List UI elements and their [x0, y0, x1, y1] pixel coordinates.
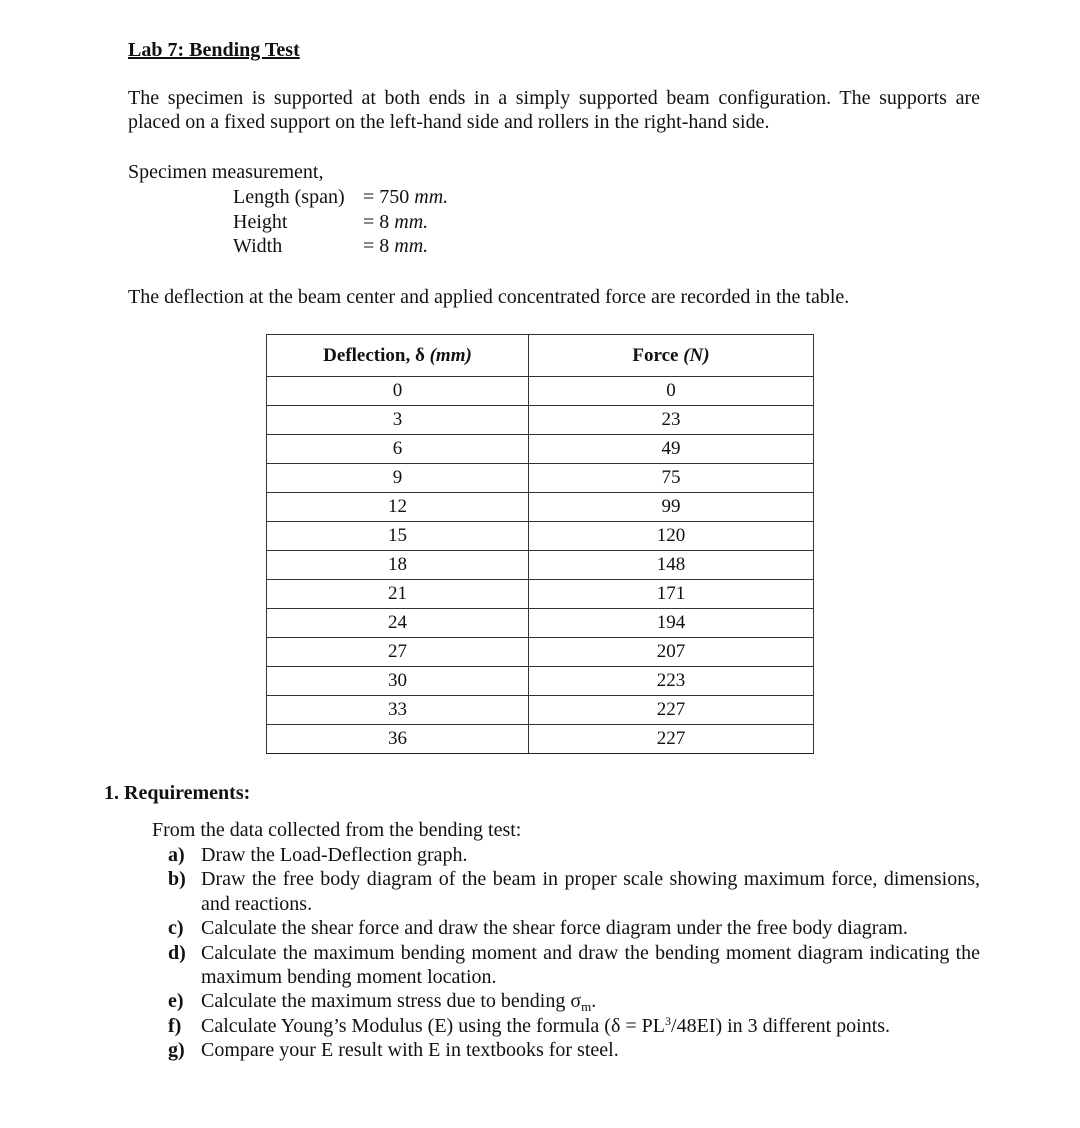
list-item: [168, 1038, 980, 1062]
table-row: [267, 609, 814, 638]
table-row: [267, 696, 814, 725]
list-item: [168, 843, 980, 867]
deflection-cell: 3: [267, 406, 529, 435]
force-cell: 227: [529, 696, 814, 725]
spec-row-height: [233, 210, 428, 234]
spec-unit: mm.: [394, 211, 429, 233]
spec-value: [363, 210, 428, 234]
spec-eq: = 8: [363, 211, 390, 233]
list-item: [168, 867, 980, 916]
item-letter: f): [168, 1014, 182, 1037]
item-letter: b): [168, 868, 186, 891]
spec-label: Height: [233, 211, 288, 233]
list-item: [168, 941, 980, 990]
table-row: [267, 493, 814, 522]
force-cell: 99: [529, 493, 814, 522]
force-cell: 148: [529, 551, 814, 580]
specimen-heading: Specimen measurement,: [128, 161, 324, 183]
table-row: [267, 406, 814, 435]
deflection-cell: 0: [267, 377, 529, 406]
deflection-cell: 36: [267, 725, 529, 754]
item-text: Draw the Load-Deflection graph.: [201, 844, 468, 866]
spec-label: Length (span): [233, 186, 345, 208]
item-letter: g): [168, 1039, 185, 1062]
list-item: [168, 1014, 980, 1038]
spec-label: Width: [233, 235, 283, 257]
table-row: [267, 377, 814, 406]
list-item: [168, 916, 980, 940]
requirements-intro: From the data collected from the bending test:: [152, 819, 522, 841]
superscript: 3: [665, 1013, 672, 1028]
table-row: [267, 667, 814, 696]
lab-title: Lab 7: Bending Test: [128, 39, 300, 61]
requirements-list: [168, 843, 980, 1063]
force-cell: 49: [529, 435, 814, 464]
requirements-heading: 1. Requirements:: [104, 782, 251, 804]
deflection-cell: 24: [267, 609, 529, 638]
force-cell: 23: [529, 406, 814, 435]
item-text: [201, 989, 980, 1013]
deflection-cell: 30: [267, 667, 529, 696]
deflection-cell: 12: [267, 493, 529, 522]
item-letter: c): [168, 917, 184, 940]
header-force: [529, 335, 814, 377]
deflection-cell: 33: [267, 696, 529, 725]
spec-row-width: [233, 234, 428, 258]
force-cell: 0: [529, 377, 814, 406]
table-caption: The deflection at the beam center and applied concentrated force are recorded in the table.: [128, 286, 850, 308]
item-text-pre: Calculate Young’s Modulus (E) using the formula (δ = PL: [201, 1014, 666, 1037]
spec-unit: mm.: [414, 186, 449, 208]
header-unit: (mm): [429, 344, 472, 366]
item-text: Calculate the maximum bending moment and draw the bending moment diagram indicating the maximum bending moment location.: [201, 941, 980, 988]
spec-value: [363, 185, 448, 209]
subscript: m: [581, 999, 592, 1015]
item-letter: e): [168, 990, 184, 1013]
item-letter: a): [168, 844, 185, 866]
force-cell: 75: [529, 464, 814, 493]
force-cell: 207: [529, 638, 814, 667]
spec-eq: = 8: [363, 235, 390, 257]
item-letter: d): [168, 941, 186, 964]
item-text-post: .: [591, 990, 597, 1013]
spec-value: [363, 234, 428, 258]
deflection-cell: 6: [267, 435, 529, 464]
deflection-cell: 15: [267, 522, 529, 551]
spec-unit: mm.: [394, 235, 429, 257]
force-cell: 171: [529, 580, 814, 609]
item-text: [201, 1014, 980, 1038]
table-row: [267, 522, 814, 551]
header-label: Deflection, δ: [323, 344, 425, 366]
spec-row-length: [233, 185, 448, 209]
deflection-force-table: [266, 334, 814, 754]
deflection-cell: 27: [267, 638, 529, 667]
item-text: Compare your E result with E in textbooks for steel.: [201, 1039, 619, 1062]
item-text-pre: Calculate the maximum stress due to bending σ: [201, 990, 582, 1013]
deflection-cell: 21: [267, 580, 529, 609]
table-row: [267, 580, 814, 609]
item-text: Calculate the shear force and draw the shear force diagram under the free body diagram.: [201, 917, 908, 940]
spec-eq: = 750: [363, 186, 410, 208]
list-item: [168, 989, 980, 1013]
table-row: [267, 725, 814, 754]
table-row: [267, 551, 814, 580]
item-text: Draw the free body diagram of the beam in proper scale showing maximum force, dimensions, and reactions.: [201, 868, 980, 915]
force-cell: 223: [529, 667, 814, 696]
force-cell: 120: [529, 522, 814, 551]
table-row: [267, 464, 814, 493]
force-cell: 194: [529, 609, 814, 638]
item-text-post: /48EI) in 3 different points.: [671, 1014, 891, 1037]
header-deflection: [267, 335, 529, 377]
table-row: [267, 435, 814, 464]
header-unit: (N): [683, 344, 710, 366]
force-cell: 227: [529, 725, 814, 754]
table-row: [267, 638, 814, 667]
header-label: Force: [632, 344, 679, 366]
intro-paragraph: The specimen is supported at both ends in a simply supported beam configuration. The supports are placed on a fixed support on the left-hand side and rollers in the right-hand side.: [128, 87, 980, 134]
table-header-row: [267, 335, 814, 377]
deflection-cell: 9: [267, 464, 529, 493]
deflection-cell: 18: [267, 551, 529, 580]
